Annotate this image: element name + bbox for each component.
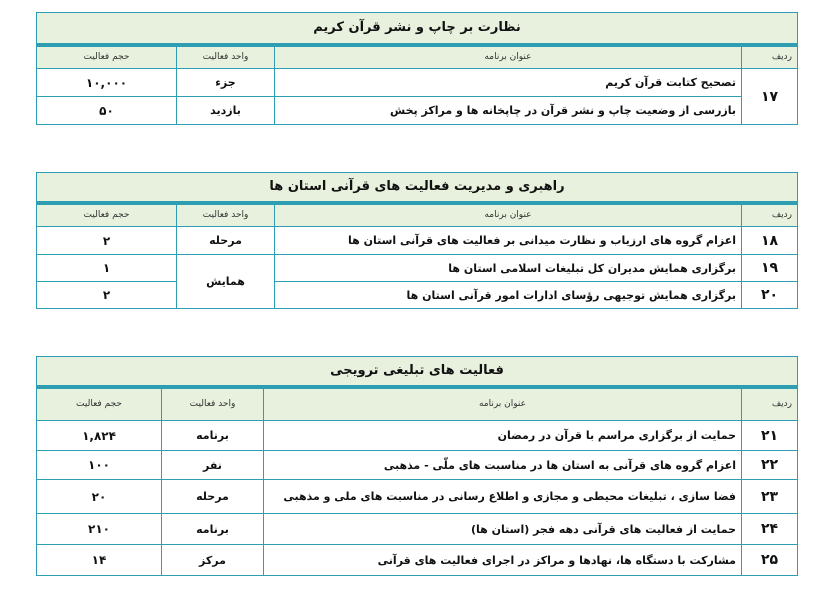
- program-title: حمایت از برگزاری مراسم با قرآن در رمضان: [264, 421, 742, 451]
- row-number: ۲۴: [742, 514, 798, 545]
- program-title: فضا سازی ، تبلیغات محیطی و مجازی و اطلاع رسانی در مناسبت های ملی و مذهبی: [264, 480, 742, 514]
- activity-volume: ۵۰: [37, 97, 177, 125]
- activity-volume: ۲۱۰: [37, 514, 162, 545]
- header-row: ردیف: [742, 203, 798, 227]
- table-row: [37, 480, 798, 514]
- program-title: بازرسی از وضعیت چاپ و نشر قرآن در چاپخانه ها و مراکز پخش: [275, 97, 742, 125]
- activity-volume: ۲۰: [37, 480, 162, 514]
- section-title: فعالیت های تبلیغی ترویجی: [37, 357, 798, 387]
- header-unit: واحد فعالیت: [162, 387, 264, 421]
- program-title: حمایت از فعالیت های قرآنی دهه فجر (استان ها): [264, 514, 742, 545]
- table-row: [37, 69, 798, 97]
- table-row: [37, 514, 798, 545]
- header-volume: حجم فعالیت: [37, 387, 162, 421]
- section-table-promotional-activities: [36, 356, 798, 576]
- header-title: عنوان برنامه: [264, 387, 742, 421]
- section-table-printing-supervision: [36, 12, 798, 125]
- header-row: ردیف: [742, 387, 798, 421]
- row-number: ۲۲: [742, 451, 798, 480]
- header-volume: حجم فعالیت: [37, 45, 177, 69]
- program-title: تصحیح کتابت قرآن کریم: [275, 69, 742, 97]
- header-title: عنوان برنامه: [275, 203, 742, 227]
- header-unit: واحد فعالیت: [177, 45, 275, 69]
- activity-unit: برنامه: [162, 421, 264, 451]
- row-number: ۱۸: [742, 227, 798, 255]
- activity-unit: نفر: [162, 451, 264, 480]
- table-row: [37, 451, 798, 480]
- row-number: ۲۱: [742, 421, 798, 451]
- activity-volume: ۲: [37, 227, 177, 255]
- activity-volume: ۱۰,۰۰۰: [37, 69, 177, 97]
- activity-volume: ۲: [37, 282, 177, 309]
- row-number: ۱۷: [742, 69, 798, 125]
- table-row: [37, 282, 798, 309]
- table-row: [37, 421, 798, 451]
- program-title: اعزام گروه های قرآنی به استان ها در مناسبت های ملّی - مذهبی: [264, 451, 742, 480]
- section-title: راهبری و مدیریت فعالیت های قرآنی استان ها: [37, 173, 798, 203]
- activity-unit: جزء: [177, 69, 275, 97]
- program-title: اعزام گروه های ارزیاب و نظارت میدانی بر فعالیت های قرآنی استان ها: [275, 227, 742, 255]
- row-number: ۲۳: [742, 480, 798, 514]
- header-volume: حجم فعالیت: [37, 203, 177, 227]
- activity-volume: ۱۴: [37, 545, 162, 576]
- activity-unit: برنامه: [162, 514, 264, 545]
- header-unit: واحد فعالیت: [177, 203, 275, 227]
- section-table-provincial-management: [36, 172, 798, 309]
- row-number: ۲۵: [742, 545, 798, 576]
- table-row: [37, 227, 798, 255]
- activity-volume: ۱: [37, 255, 177, 282]
- activity-unit: بازدید: [177, 97, 275, 125]
- activity-unit: مرکز: [162, 545, 264, 576]
- section-title: نظارت بر چاپ و نشر قرآن کریم: [37, 13, 798, 45]
- row-number: ۱۹: [742, 255, 798, 282]
- activity-unit: مرحله: [162, 480, 264, 514]
- table-row: [37, 97, 798, 125]
- table-row: [37, 545, 798, 576]
- activity-volume: ۱۰۰: [37, 451, 162, 480]
- row-number: ۲۰: [742, 282, 798, 309]
- program-title: مشارکت با دستگاه ها، نهادها و مراکز در اجرای فعالیت های قرآنی: [264, 545, 742, 576]
- program-title: برگزاری همایش مدیران کل تبلیغات اسلامی استان ها: [275, 255, 742, 282]
- activity-unit: همایش: [177, 255, 275, 309]
- table-row: [37, 255, 798, 282]
- program-title: برگزاری همایش توجیهی رؤسای ادارات امور قرآنی استان ها: [275, 282, 742, 309]
- header-title: عنوان برنامه: [275, 45, 742, 69]
- activity-volume: ۱,۸۲۴: [37, 421, 162, 451]
- activity-unit: مرحله: [177, 227, 275, 255]
- header-row: ردیف: [742, 45, 798, 69]
